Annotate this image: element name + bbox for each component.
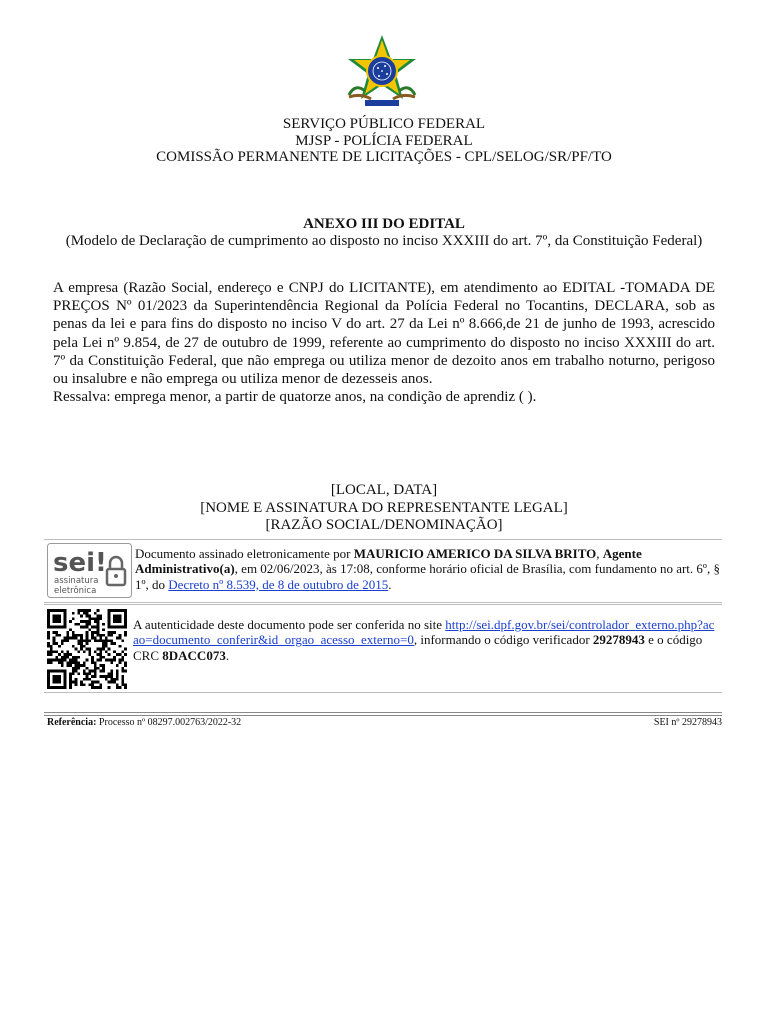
sei-signature-logo-icon: [47, 543, 132, 598]
institution-header: [0, 116, 768, 166]
sei-logo-sub2: eletrônica: [54, 586, 97, 596]
sei-logo-text: sei!: [53, 548, 107, 578]
header-line-3: COMISSÃO PERMANENTE DE LICITAÇÕES - CPL/SELOG/SR/PF/TO: [156, 149, 612, 165]
coat-of-arms-icon: [341, 33, 423, 113]
decree-link[interactable]: Decreto nº 8.539, de 8 de outubro de 2015: [168, 576, 389, 592]
signature-statement: Documento assinado eletronicamente por MAURICIO AMERICO DA SILVA BRITO, Agente Administrativo(a), em 02/06/2023, às 17:08, conforme horário oficial de Brasília, com fundamento no art. 6º, § 1º, do Decreto nº 8.539, de 8 de outubro de 2015.: [135, 546, 720, 592]
footer-divider: [44, 712, 722, 716]
annex-subtitle: (Modelo de Declaração de cumprimento ao disposto no inciso XXXIII do art. 7º, da Constituição Federal): [65, 233, 703, 249]
authenticity-box: [44, 604, 722, 693]
authenticity-statement: A autenticidade deste documento pode ser conferida no site http://sei.dpf.gov.br/sei/controlador_externo.php?acao=documento_conferir&id_orgao_acesso_externo=0, informando o código verificador 29278943 e o código CRC 8DACC073.: [133, 617, 715, 663]
signer-role: Agente Administrativo(a): [135, 546, 642, 577]
sei-logo-sub1: assinatura: [54, 576, 99, 586]
ressalva-paragraph: Ressalva: emprega menor, a partir de quatorze anos, na condição de aprendiz ( ).: [53, 389, 537, 405]
signer-name: MAURICIO AMERICO DA SILVA BRITO: [353, 546, 597, 561]
signature-block: [0, 482, 768, 535]
crc-code: 8DACC073: [162, 647, 226, 663]
header-line-2: MJSP - POLÍCIA FEDERAL: [295, 132, 473, 149]
annex-title: ANEXO III DO EDITAL: [303, 216, 465, 232]
signature-local-date: [LOCAL, DATA]: [330, 482, 438, 498]
verification-link[interactable]: http://sei.dpf.gov.br/sei/controlador_externo.php?acao=documento_conferir&id_orgao_acesso_externo=0: [133, 617, 715, 648]
signature-company-name: [RAZÃO SOCIAL/DENOMINAÇÃO]: [265, 517, 503, 533]
declaration-paragraph: A empresa (Razão Social, endereço e CNPJ do LICITANTE), em atendimento ao EDITAL -TOMADA DE PREÇOS Nº 01/2023 da Superintendência Regional da Polícia Federal no Tocantins, DECLARA, sob as penas da lei e para fins do disposto no inciso V do art. 27 da Lei nº 8.666,de 21 de junho de 1993, acrescido pela Lei nº 9.854, de 27 de outubro de 1999, referente ao cumprimento do disposto no inciso XXXIII do art. 7º da Constituição Federal, que não emprega ou utiliza menor de dezoito anos em trabalho noturno, perigoso ou insalubre e não emprega ou utiliza menor de dezesseis anos.: [53, 280, 715, 388]
electronic-signature-box: [44, 539, 722, 603]
process-reference: Referência: Processo nº 08297.002763/2022-32: [47, 717, 242, 728]
header-line-1: SERVIÇO PÚBLICO FEDERAL: [282, 116, 486, 132]
signature-representative: [NOME E ASSINATURA DO REPRESENTANTE LEGAL]: [200, 499, 568, 516]
qr-code-icon: [47, 609, 127, 689]
verification-code: 29278943: [592, 632, 645, 648]
sei-number: SEI nº 29278943: [653, 717, 722, 728]
